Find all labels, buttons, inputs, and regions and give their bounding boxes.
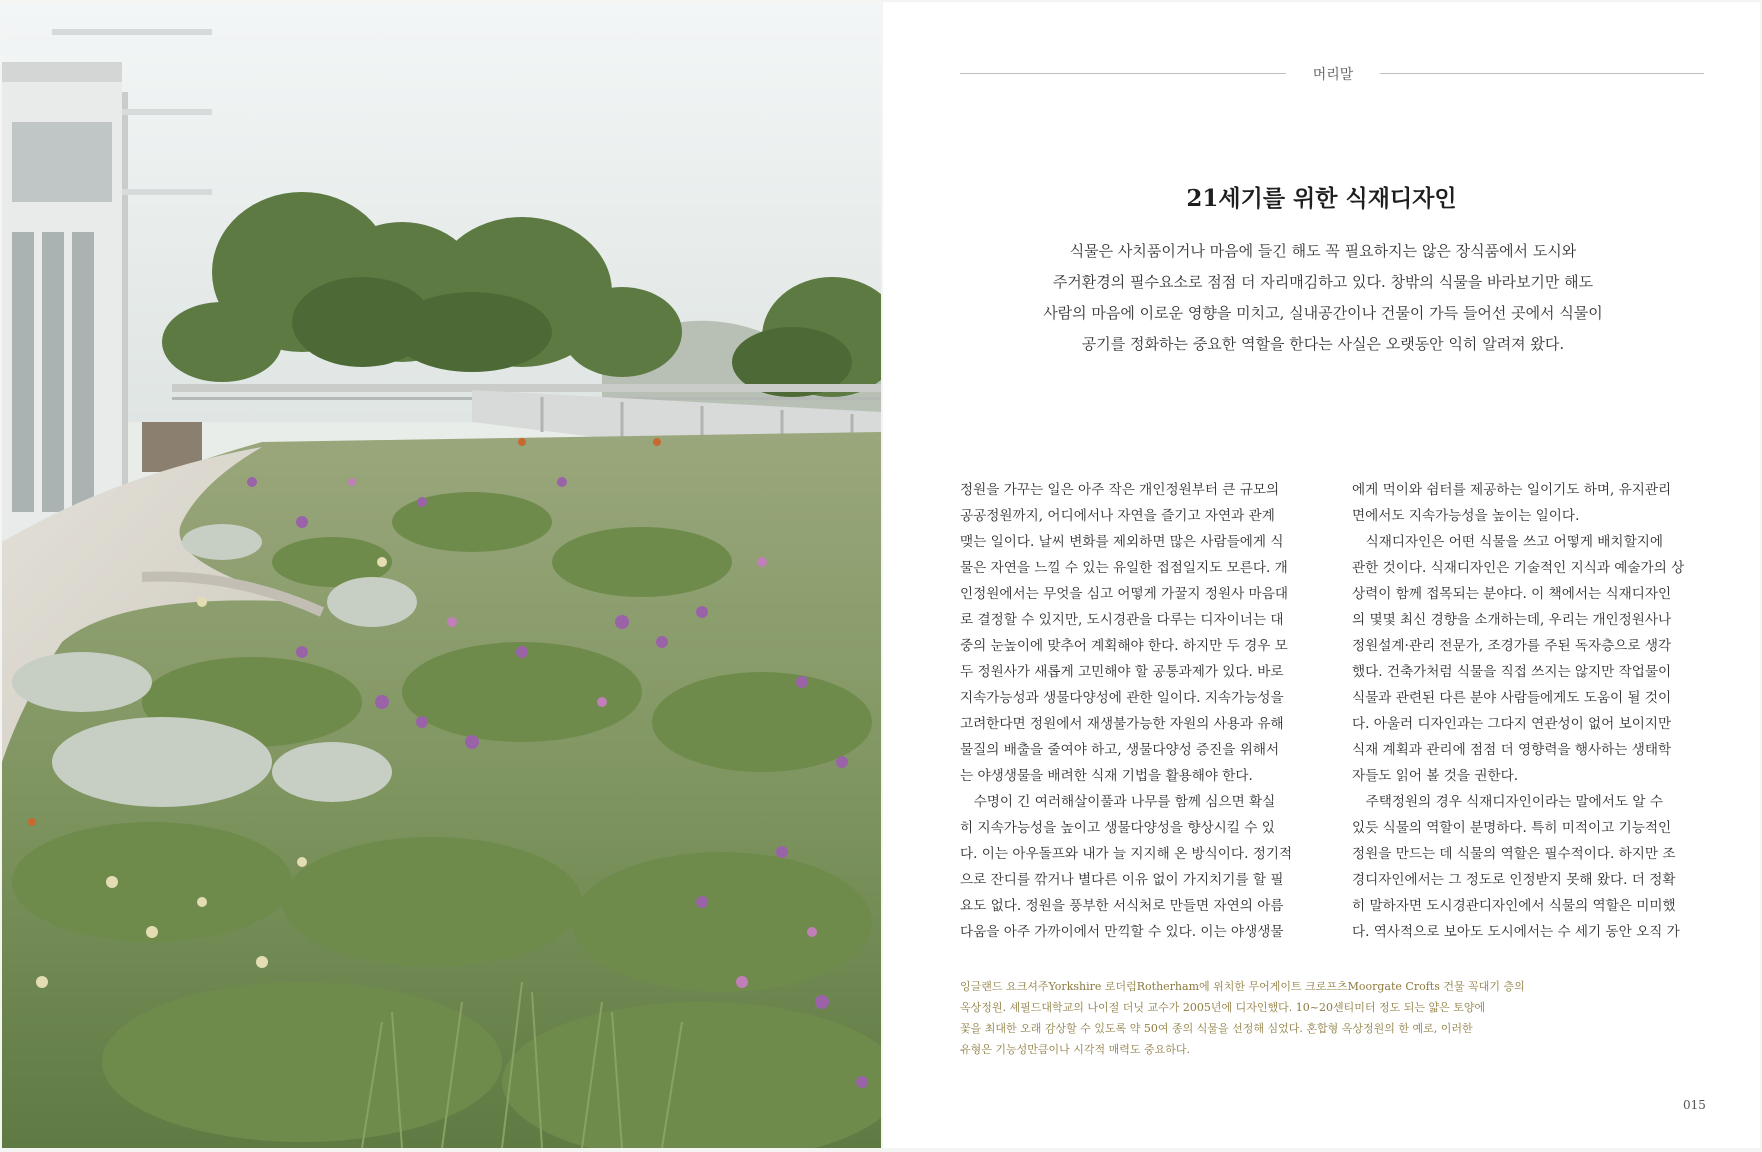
body-line: 로 결정할 수 있지만, 도시경관을 다루는 디자이너는 대 <box>960 612 1284 628</box>
body-line: 고려한다면 정원에서 재생불가능한 자원의 사용과 유해 <box>960 716 1284 732</box>
chapter-title: 21세기를 위한 식재디자인 <box>1186 185 1457 212</box>
lead-line: 공기를 정화하는 중요한 역할을 한다는 사실은 오랫동안 익히 알려져 왔다. <box>1081 335 1565 353</box>
body-line: 공공정원까지, 어디에서나 자연을 즐기고 자연과 관계 <box>960 508 1275 524</box>
body-line: 정원설계·관리 전문가, 조경가를 주된 독자층으로 생각 <box>1352 638 1672 654</box>
body-line: 했다. 건축가처럼 식물을 직접 쓰지는 않지만 작업물이 <box>1352 664 1672 680</box>
body-line: 에게 먹이와 쉼터를 제공하는 일이기도 하며, 유지관리 <box>1352 482 1672 498</box>
running-head <box>960 64 1704 84</box>
body-line: 식물과 관련된 다른 분야 사람들에게도 도움이 될 것이 <box>1352 690 1672 706</box>
body-line: 정원을 가꾸는 일은 아주 작은 개인정원부터 큰 규모의 <box>960 482 1280 498</box>
body-line: 는 야생생물을 배려한 식재 기법을 활용해야 한다. <box>960 768 1253 784</box>
body-line: 관한 것이다. 식재디자인은 기술적인 지식과 예술가의 상 <box>1352 560 1685 576</box>
body-line: 면에서도 지속가능성을 높이는 일이다. <box>1352 508 1580 524</box>
body-line: 인정원에서는 무엇을 심고 어떻게 가꿀지 정원사 마음대 <box>960 586 1288 602</box>
running-head-label: 머리말 <box>1312 67 1354 83</box>
lead-line: 식물은 사치품이거나 마음에 들긴 해도 꼭 필요하지는 않은 장식품에서 도시와 <box>1069 242 1577 260</box>
body-line: 주택정원의 경우 식재디자인이라는 말에서도 알 수 <box>1352 794 1663 810</box>
roof-garden-illustration <box>2 2 881 1148</box>
body-line: 수명이 긴 여러해살이풀과 나무를 함께 심으면 확실 <box>960 794 1276 810</box>
body-line: 다움을 아주 가까이에서 만끽할 수 있다. 이는 야생생물 <box>960 924 1284 940</box>
lead-line: 사람의 마음에 이로운 영향을 미치고, 실내공간이나 건물이 가득 들어선 곳에서 식물이 <box>1043 304 1603 322</box>
body-line: 물은 자연을 느낄 수 있는 유일한 접점일지도 모른다. 개 <box>960 560 1288 576</box>
body-line: 으로 잔디를 깎거나 별다른 이유 없이 가지치기를 할 필 <box>960 872 1284 888</box>
body-line: 식재디자인은 어떤 식물을 쓰고 어떻게 배치할지에 <box>1352 534 1663 550</box>
roof-garden-photo <box>2 2 881 1148</box>
body-line: 경디자인에서는 그 정도로 인정받지 못해 왔다. 더 정확 <box>1352 872 1676 888</box>
body-line: 히 말하자면 도시경관디자인에서 식물의 역할은 미미했 <box>1352 898 1676 914</box>
body-line: 식재 계획과 관리에 점점 더 영향력을 행사하는 생태학 <box>1352 742 1672 758</box>
body-line: 중의 눈높이에 맞추어 계획해야 한다. 하지만 두 경우 모 <box>960 638 1288 654</box>
body-line: 있듯 식물의 역할이 분명하다. 특히 미적이고 기능적인 <box>1352 820 1672 836</box>
body-line: 의 몇몇 최신 경향을 소개하는데, 우리는 개인정원사나 <box>1352 612 1672 628</box>
running-head-rule-left <box>960 73 1286 74</box>
body-line: 히 지속가능성을 높이고 생물다양성을 향상시킬 수 있 <box>960 820 1275 836</box>
body-line: 맺는 일이다. 날씨 변화를 제외하면 많은 사람들에게 식 <box>960 534 1284 550</box>
caption-line: 옥상정원. 셰필드대학교의 나이절 더닛 교수가 2005년에 디자인했다. 10~20센티미터 정도 되는 얇은 토양에 <box>960 1001 1486 1014</box>
caption-line: 유형은 기능성만큼이나 시각적 매력도 중요하다. <box>960 1043 1191 1056</box>
body-line: 다. 역사적으로 보아도 도시에서는 수 세기 동안 오직 가 <box>1352 924 1680 940</box>
body-line: 요도 없다. 정원을 풍부한 서식처로 만들면 자연의 아름 <box>960 898 1284 914</box>
body-line: 다. 아울러 디자인과는 그다지 연관성이 없어 보이지만 <box>1352 716 1672 732</box>
running-head-rule-right <box>1380 73 1704 74</box>
lead-paragraph <box>993 236 1653 360</box>
body-line: 자들도 읽어 볼 것을 권한다. <box>1352 768 1519 784</box>
photo-caption <box>960 976 1560 1060</box>
body-line: 두 정원사가 새롭게 고민해야 할 공통과제가 있다. 바로 <box>960 664 1284 680</box>
caption-line: 꽃을 최대한 오래 감상할 수 있도록 약 50여 종의 식물을 선정해 심었다. 혼합형 옥상정원의 한 예로, 이러한 <box>960 1022 1473 1035</box>
lead-line: 주거환경의 필수요소로 점점 더 자리매김하고 있다. 창밖의 식물을 바라보기만 해도 <box>1052 273 1594 291</box>
body-line: 정원을 만드는 데 식물의 역할은 필수적이다. 하지만 조 <box>1352 846 1676 862</box>
body-line: 다. 이는 아우돌프와 내가 늘 지지해 온 방식이다. 정기적 <box>960 846 1293 862</box>
body-column-left <box>960 477 1324 945</box>
text-page <box>883 2 1760 1148</box>
body-line: 상력이 함께 접목되는 분야다. 이 책에서는 식재디자인 <box>1352 586 1672 602</box>
body-column-right <box>1352 477 1716 945</box>
body-line: 물질의 배출을 줄여야 하고, 생물다양성 증진을 위해서 <box>960 742 1280 758</box>
caption-line: 잉글랜드 요크셔주Yorkshire 로더럼Rotherham에 위치한 무어게이트 크로프츠Moorgate Crofts 건물 꼭대기 층의 <box>960 980 1525 993</box>
page-number: 015 <box>1683 1098 1706 1112</box>
body-line: 지속가능성과 생물다양성에 관한 일이다. 지속가능성을 <box>960 690 1284 706</box>
